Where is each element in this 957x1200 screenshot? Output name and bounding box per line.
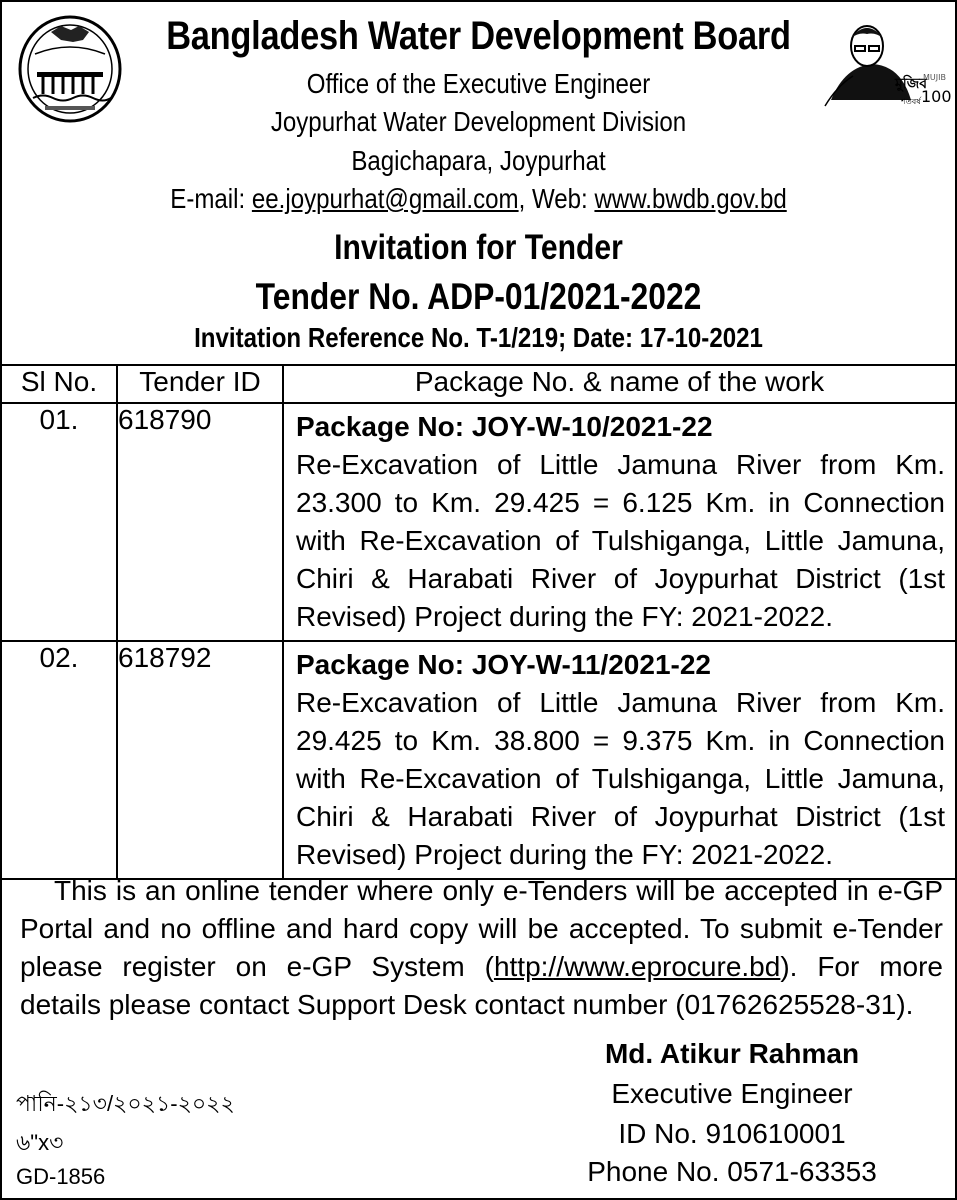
package-cell — [283, 641, 956, 879]
invitation-title: Invitation for Tender — [334, 228, 623, 267]
organization-name: Bangladesh Water Development Board — [166, 14, 791, 58]
signatory-designation: Executive Engineer — [611, 1078, 853, 1109]
signatory-name: Md. Atikur Rahman — [604, 1038, 860, 1069]
table-header-row — [1, 365, 956, 403]
email-label: E-mail: — [170, 183, 246, 214]
work-description: Re-Excavation of Little Jamuna River from Km. 23.300 to Km. 29.425 = 6.125 Km. in Connection with Re-Excavation of Tulshiganga, Little Jamuna, Chiri & Harabati River of Joypurhat District (1st Revised) Project during the FY: 2021-2022. — [296, 449, 945, 632]
svg-text:100: 100 — [921, 87, 952, 106]
e-tender-note — [20, 872, 943, 1024]
office-line: Office of the Executive Engineer — [306, 68, 651, 99]
column-header-tender-id: Tender ID — [117, 365, 283, 403]
memo-number: পানি-২১৩/২০২১-২০২২ — [16, 1091, 235, 1116]
tender-id-cell: 618792 — [117, 641, 283, 879]
sl-cell: 01. — [1, 403, 117, 641]
contact-line: E-mail: ee.joypurhat@gmail.com, Web: www.bwdb.gov.bd — [170, 183, 787, 214]
ad-size: ৬"x৩ — [16, 1130, 64, 1155]
signatory-phone: Phone No. 0571-63353 — [587, 1156, 877, 1187]
email-link[interactable]: ee.joypurhat@gmail.com — [251, 183, 519, 214]
svg-text:MUJIB: MUJIB — [923, 73, 946, 82]
svg-text:মুজিব: মুজিব — [895, 76, 928, 92]
package-number: Package No: JOY-W-11/2021-22 — [296, 649, 711, 680]
svg-text:শতবর্ষ: শতবর্ষ — [901, 97, 921, 106]
gd-number: GD-1856 — [16, 1164, 106, 1189]
work-description: Re-Excavation of Little Jamuna River from Km. 29.425 to Km. 38.800 = 9.375 Km. in Connection with Re-Excavation of Tulshiganga, Little Jamuna, Chiri & Harabati River of Joypurhat District (1st Revised) Project during the FY: 2021-2022. — [296, 687, 945, 870]
table-row — [1, 641, 956, 879]
eprocure-link[interactable]: http://www.eprocure.bd — [493, 951, 781, 982]
sl-cell: 02. — [1, 641, 117, 879]
table-row — [1, 403, 956, 641]
tender-id-cell: 618790 — [117, 403, 283, 641]
note-text-before: This is an online tender where only e-Tenders will be accepted in e-GP Portal and no offline and hard copy will be accepted. To submit e-Tender please register on e-GP System ( — [20, 875, 943, 982]
column-header-sl: Sl No. — [1, 365, 117, 403]
package-number: Package No: JOY-W-10/2021-22 — [296, 411, 713, 442]
tender-number: Tender No. ADP-01/2021-2022 — [255, 276, 702, 317]
package-cell — [283, 403, 956, 641]
invitation-reference: Invitation Reference No. T-1/219; Date: 17-10-2021 — [194, 322, 763, 353]
column-header-package: Package No. & name of the work — [283, 365, 956, 403]
address-line: Bagichapara, Joypurhat — [351, 145, 606, 176]
note-text-after: ). For more details please contact Support Desk contact number (01762625528-31). — [20, 951, 943, 1020]
tender-table — [0, 364, 957, 880]
web-link[interactable]: www.bwdb.gov.bd — [594, 183, 787, 214]
web-label: Web: — [531, 183, 588, 214]
signatory-id: ID No. 910610001 — [618, 1118, 846, 1149]
division-line: Joypurhat Water Development Division — [270, 106, 687, 137]
